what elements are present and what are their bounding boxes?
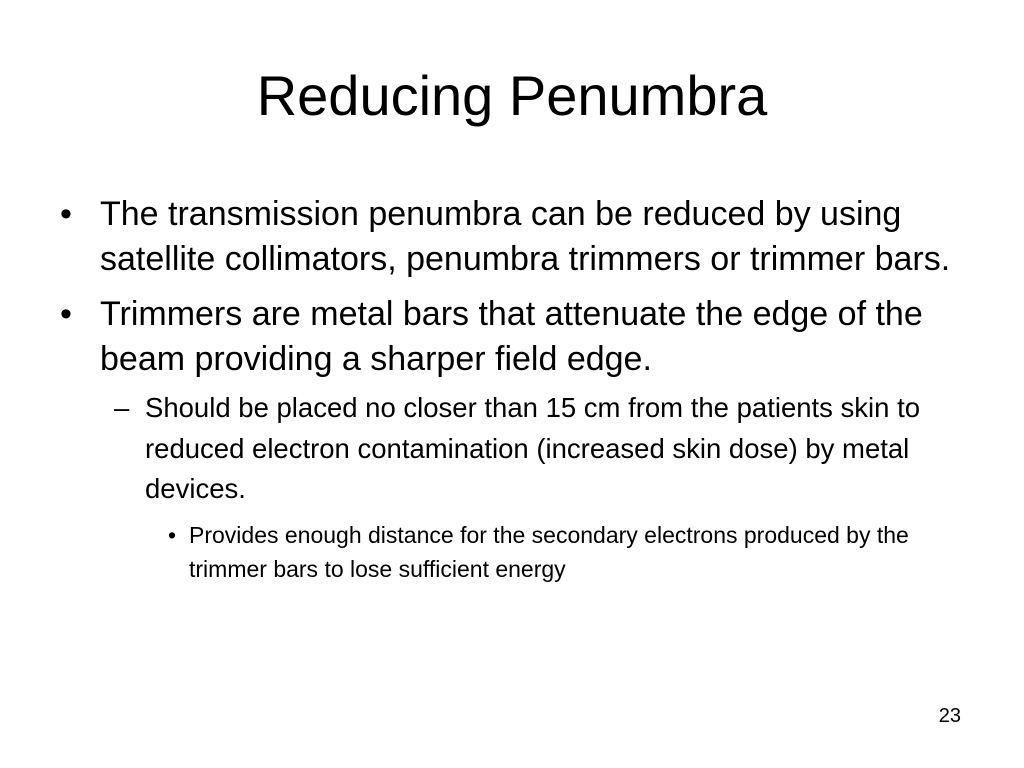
bullet-item [60, 292, 970, 382]
bullet-text: Trimmers are metal bars that attenuate the edge of the beam providing a sharper field edge. [100, 295, 923, 378]
dash-marker: – [114, 392, 130, 423]
slide-body [60, 192, 970, 586]
sub-sub-bullet-text: Provides enough distance for the secondary electrons produced by the trimmer bars to lose sufficient energy [189, 521, 909, 582]
bullet-marker: • [60, 295, 72, 333]
page-number: 23 [938, 705, 961, 727]
bullet-marker: • [60, 195, 72, 233]
bullet-item [60, 192, 970, 282]
sub-sub-bullet-item [168, 518, 970, 586]
slide-title: Reducing Penumbra [256, 64, 768, 127]
sub-bullet-text: Should be placed no closer than 15 cm from the patients skin to reduced electron contamination (increased skin dose) by metal devices. [145, 392, 921, 504]
bullet-marker: • [168, 521, 177, 548]
bullet-text: The transmission penumbra can be reduced by using satellite collimators, penumbra trimmers or trimmer bars. [100, 195, 951, 278]
sub-bullet-item [114, 388, 970, 510]
